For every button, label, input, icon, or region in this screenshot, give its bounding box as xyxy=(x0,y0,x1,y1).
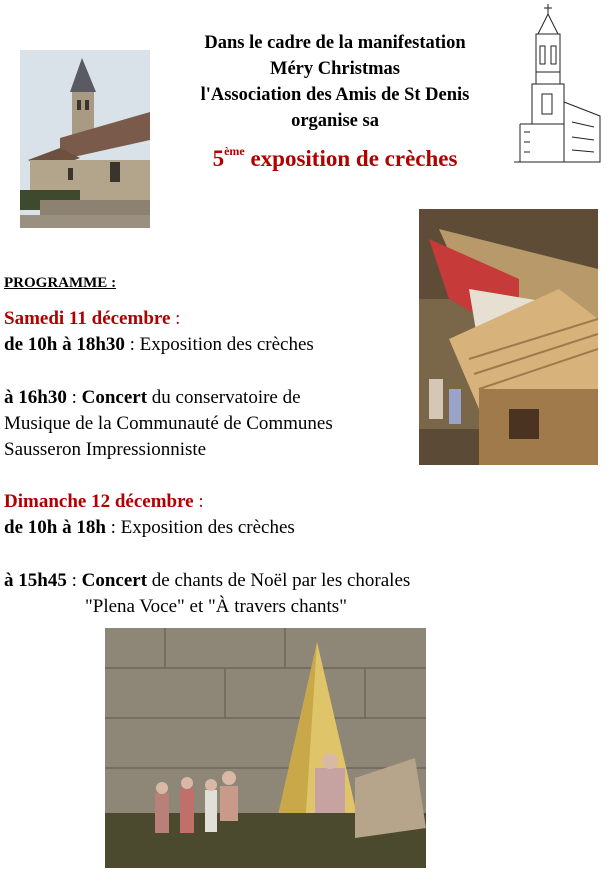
day1-slot2-time: à 16h30 xyxy=(4,387,67,408)
day2-slot1 xyxy=(4,515,295,541)
day2-slot1-desc: : Exposition des crèches xyxy=(105,517,295,538)
event-header xyxy=(150,30,520,176)
day1-slot2-concert: Concert xyxy=(81,387,148,408)
day2-colon: : xyxy=(193,491,204,512)
day1-slot2-sep: : xyxy=(66,387,82,408)
day2-slot2 xyxy=(4,568,410,594)
day2-slot2-desc2: "Plena Voce" et "À travers chants" xyxy=(85,596,347,617)
day2-slot2-concert: Concert xyxy=(81,570,148,591)
day1-slot1-desc: : Exposition des crèches xyxy=(124,334,314,355)
day2-date: Dimanche 12 décembre xyxy=(4,491,194,512)
programme-label: PROGRAMME : xyxy=(4,275,117,291)
day1-slot1-time: de 10h à 18h30 xyxy=(4,334,125,355)
church-photo xyxy=(20,50,150,228)
header-line-3: l'Association des Amis de St Denis xyxy=(200,85,470,105)
exhibition-hall-photo xyxy=(419,209,598,465)
day2-heading xyxy=(4,489,204,515)
day1-date: Samedi 11 décembre xyxy=(4,308,171,329)
day1-slot2-desc1: du conservatoire de xyxy=(147,387,301,408)
header-line-4: organise sa xyxy=(291,111,379,131)
day2-slot1-time: de 10h à 18h xyxy=(4,517,106,538)
exhibit-title: exposition de crèches xyxy=(250,146,458,171)
day1-heading xyxy=(4,306,180,332)
exhibit-suffix: ème xyxy=(224,144,245,158)
header-line-2: Méry Christmas xyxy=(270,59,400,79)
header-line-1: Dans le cadre de la manifestation xyxy=(204,33,466,53)
exhibition-title xyxy=(150,134,520,176)
day1-slot2-desc2: Musique de la Communauté de Communes xyxy=(4,413,333,434)
day1-slot1 xyxy=(4,332,314,358)
day1-slot2-desc3: Sausseron Impressionniste xyxy=(4,439,207,460)
church-tower-sketch xyxy=(512,2,602,167)
day1-colon: : xyxy=(170,308,181,329)
day2-slot2-sep: : xyxy=(66,570,82,591)
nativity-scene-photo xyxy=(105,628,426,868)
day1-slot2 xyxy=(4,385,301,411)
day2-slot2-time: à 15h45 xyxy=(4,570,67,591)
day2-slot2-desc1: de chants de Noël par les chorales xyxy=(147,570,411,591)
exhibit-number: 5 xyxy=(212,146,225,171)
